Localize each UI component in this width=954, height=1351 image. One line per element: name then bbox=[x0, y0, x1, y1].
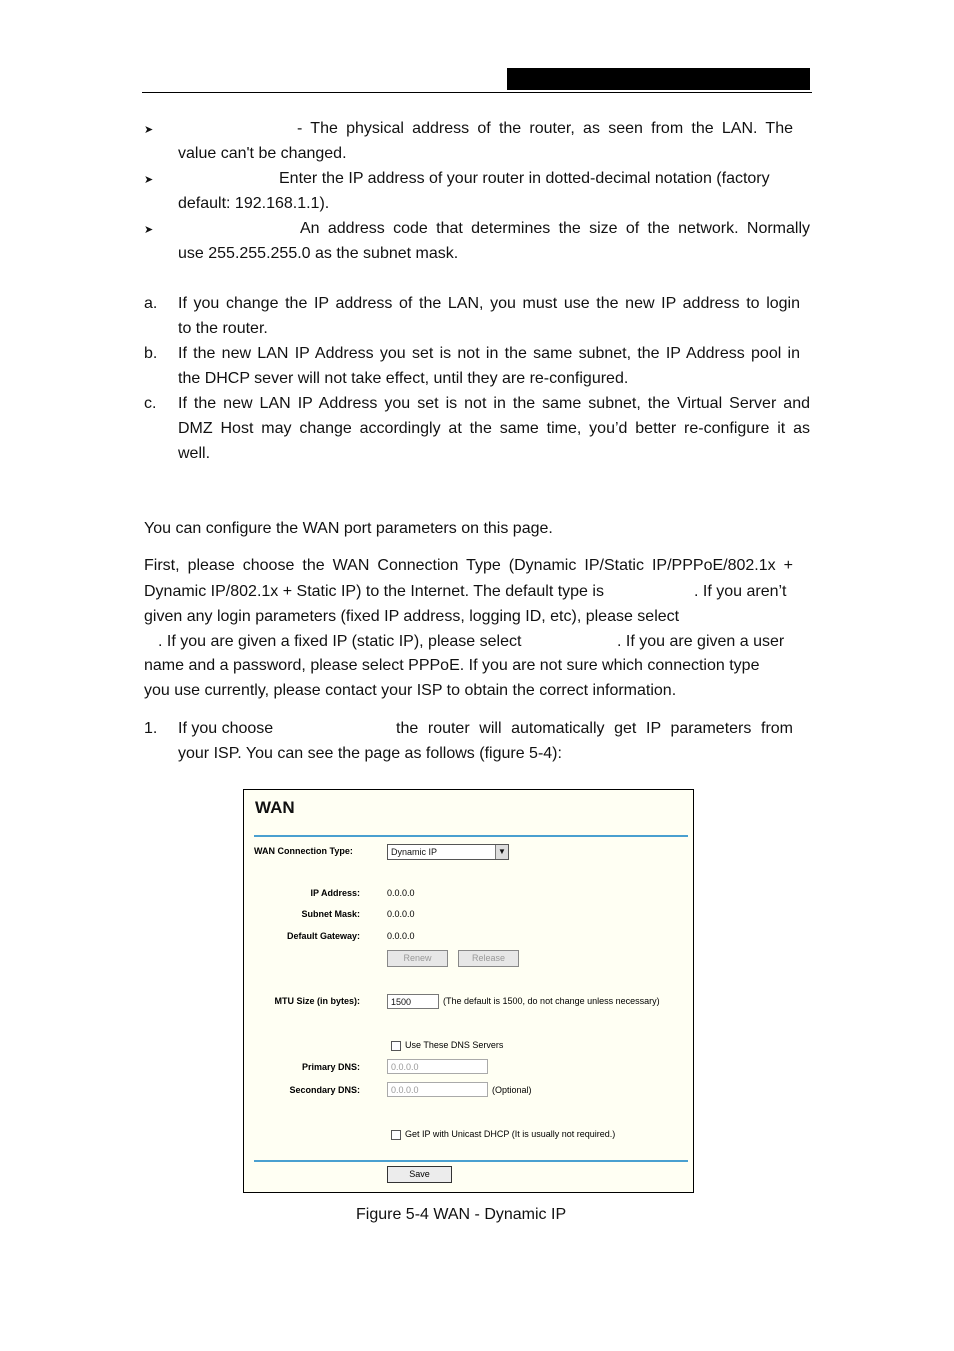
secondary-dns-input[interactable]: 0.0.0.0 bbox=[387, 1082, 488, 1097]
note-a-line-2: to the router. bbox=[178, 320, 268, 337]
use-dns-checkbox[interactable] bbox=[391, 1041, 401, 1051]
save-button[interactable]: Save bbox=[387, 1166, 452, 1183]
conn-type-value: Dynamic IP bbox=[391, 847, 438, 857]
release-button[interactable]: Release bbox=[458, 950, 519, 967]
primary-dns-label: Primary DNS: bbox=[301, 1062, 360, 1072]
bullet-2-cont: default: 192.168.1.1). bbox=[178, 195, 330, 212]
bullet-arrow-icon: ➤ bbox=[144, 224, 154, 236]
bullet-arrow-icon: ➤ bbox=[144, 174, 154, 186]
bullet-1-cont: value can't be changed. bbox=[178, 145, 347, 162]
para-line-4a: . If you are given a fixed IP (static IP), please select bbox=[158, 633, 522, 650]
mtu-note: (The default is 1500, do not change unless necessary) bbox=[443, 996, 660, 1006]
step-1-b: the router will automatically get IP parameters from bbox=[396, 720, 793, 737]
mtu-size-input[interactable]: 1500 bbox=[387, 994, 439, 1009]
bullet-arrow-icon: ➤ bbox=[144, 124, 154, 136]
note-b-line-1: If the new LAN IP Address you set is not in the same subnet, the IP Address pool in bbox=[178, 345, 800, 362]
subnet-mask-value: 0.0.0.0 bbox=[387, 909, 415, 919]
ip-address-label: IP Address: bbox=[310, 888, 360, 898]
note-marker-b: b. bbox=[144, 345, 158, 362]
unicast-dhcp-checkbox[interactable] bbox=[391, 1130, 401, 1140]
secondary-dns-label: Secondary DNS: bbox=[289, 1085, 360, 1095]
conn-type-select[interactable] bbox=[387, 844, 509, 860]
para-line-5: name and a password, please select PPPoE. If you are not sure which connection type bbox=[144, 657, 760, 674]
step-1-a: If you choose bbox=[178, 720, 274, 737]
conn-type-label: WAN Connection Type: bbox=[254, 846, 353, 856]
optional-note: (Optional) bbox=[492, 1085, 532, 1095]
figure-caption: Figure 5-4 WAN - Dynamic IP bbox=[356, 1206, 567, 1223]
renew-button[interactable]: Renew bbox=[387, 950, 448, 967]
step-marker-1: 1. bbox=[144, 720, 158, 737]
step-1-cont: your ISP. You can see the page as follows (figure 5-4): bbox=[178, 745, 562, 762]
note-c-line-2: DMZ Host may change accordingly at the same time, you’d better re-configure it as bbox=[178, 420, 810, 437]
bullet-3-text: An address code that determines the size of the network. Normally bbox=[300, 220, 810, 237]
note-marker-a: a. bbox=[144, 295, 158, 312]
mtu-size-label: MTU Size (in bytes): bbox=[274, 996, 360, 1006]
para-line-4b: . If you are given a user bbox=[617, 633, 785, 650]
header-bar bbox=[507, 68, 810, 90]
para-line-6: you use currently, please contact your ISP to obtain the correct information. bbox=[144, 682, 677, 699]
panel-bottom-rule bbox=[254, 1160, 688, 1162]
note-c-line-3: well. bbox=[178, 445, 211, 462]
note-b-line-2: the DHCP sever will not take effect, until they are re-configured. bbox=[178, 370, 629, 387]
header-rule bbox=[142, 92, 812, 93]
default-gateway-value: 0.0.0.0 bbox=[387, 931, 415, 941]
note-a-line-1: If you change the IP address of the LAN, you must use the new IP address to login bbox=[178, 295, 800, 312]
primary-dns-input[interactable]: 0.0.0.0 bbox=[387, 1059, 488, 1074]
para-line-2a: Dynamic IP/802.1x + Static IP) to the Internet. The default type is bbox=[144, 583, 604, 600]
chevron-down-icon: ▼ bbox=[495, 845, 508, 859]
wan-title: WAN bbox=[255, 798, 295, 817]
unicast-dhcp-label: Get IP with Unicast DHCP (It is usually not required.) bbox=[405, 1129, 616, 1139]
note-marker-c: c. bbox=[144, 395, 157, 412]
intro-text: You can configure the WAN port parameters on this page. bbox=[144, 520, 553, 537]
default-gateway-label: Default Gateway: bbox=[286, 931, 360, 941]
wan-settings-panel bbox=[243, 789, 694, 1193]
bullet-3-cont: use 255.255.255.0 as the subnet mask. bbox=[178, 245, 459, 262]
use-dns-label: Use These DNS Servers bbox=[405, 1040, 504, 1050]
para-line-1: First, please choose the WAN Connection Type (Dynamic IP/Static IP/PPPoE/802.1x + bbox=[144, 557, 793, 574]
subnet-mask-label: Subnet Mask: bbox=[301, 909, 360, 919]
bullet-2-text: Enter the IP address of your router in dotted-decimal notation (factory bbox=[279, 170, 770, 187]
panel-top-rule bbox=[254, 835, 688, 837]
para-line-2b: . If you aren’t bbox=[694, 583, 787, 600]
bullet-1-text: - The physical address of the router, as seen from the LAN. The bbox=[297, 120, 793, 137]
para-line-3: given any login parameters (fixed IP address, logging ID, etc), please select bbox=[144, 608, 680, 625]
note-c-line-1: If the new LAN IP Address you set is not in the same subnet, the Virtual Server and bbox=[178, 395, 810, 412]
ip-address-value: 0.0.0.0 bbox=[387, 888, 415, 898]
